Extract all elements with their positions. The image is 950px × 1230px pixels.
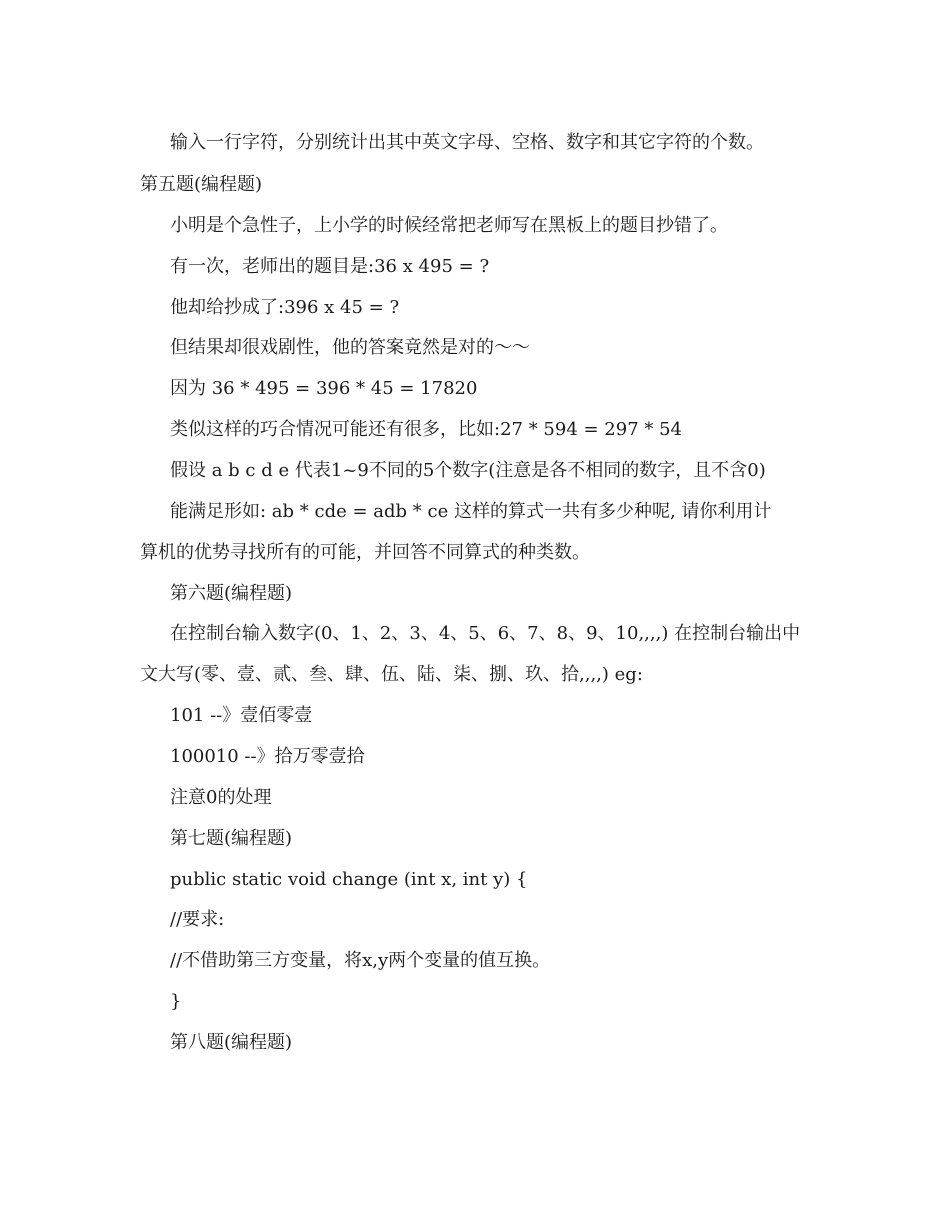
paragraph-console-input-line-1: 在控制台输入数字(0、1、2、3、4、5、6、7、8、9、10,,,,) 在控制台输出中	[170, 623, 801, 644]
paragraph-count-chars: 输入一行字符，分别统计出其中英文字母、空格、数字和其它字符的个数。	[170, 132, 764, 153]
example-100010: 100010 --》拾万零壹拾	[170, 746, 365, 767]
example-101: 101 --》壹佰零壹	[170, 705, 313, 726]
paragraph-copied-question: 他却给抄成了:396 x 45 = ?	[170, 297, 400, 318]
heading-problem-8: 第八题(编程题)	[170, 1032, 293, 1053]
code-comment-requirement: //要求:	[170, 909, 225, 930]
paragraph-similar-cases: 类似这样的巧合情况可能还有很多，比如:27 * 594 = 297 * 54	[170, 419, 682, 440]
code-method-signature: public static void change (int x, int y) {	[170, 869, 528, 890]
paragraph-assume-digits: 假设 a b c d e 代表1~9不同的5个数字(注意是各不相同的数字，且不含0)	[170, 460, 766, 481]
paragraph-zero-note: 注意0的处理	[170, 787, 272, 808]
paragraph-console-input-line-2: 文大写(零、壹、贰、叁、肆、伍、陆、柒、捌、玖、拾,,,,) eg:	[140, 664, 643, 685]
paragraph-dramatic-result: 但结果却很戏剧性，他的答案竟然是对的～～	[170, 337, 530, 358]
code-closing-brace: }	[170, 991, 182, 1012]
paragraph-xiaoming: 小明是个急性子，上小学的时候经常把老师写在黑板上的题目抄错了。	[170, 215, 728, 236]
paragraph-teacher-question: 有一次，老师出的题目是:36 x 495 = ?	[170, 256, 490, 277]
paragraph-formula-line-2: 算机的优势寻找所有的可能，并回答不同算式的种类数。	[140, 542, 590, 563]
code-comment-swap: //不借助第三方变量，将x,y两个变量的值互换。	[170, 950, 551, 971]
heading-problem-6: 第六题(编程题)	[170, 583, 293, 604]
heading-problem-5: 第五题(编程题)	[140, 174, 263, 195]
paragraph-because: 因为 36 * 495 = 396 * 45 = 17820	[170, 378, 478, 399]
paragraph-formula-line-1: 能满足形如: ab * cde = adb * ce 这样的算式一共有多少种呢, 请你利用计	[170, 501, 772, 522]
heading-problem-7: 第七题(编程题)	[170, 828, 293, 849]
